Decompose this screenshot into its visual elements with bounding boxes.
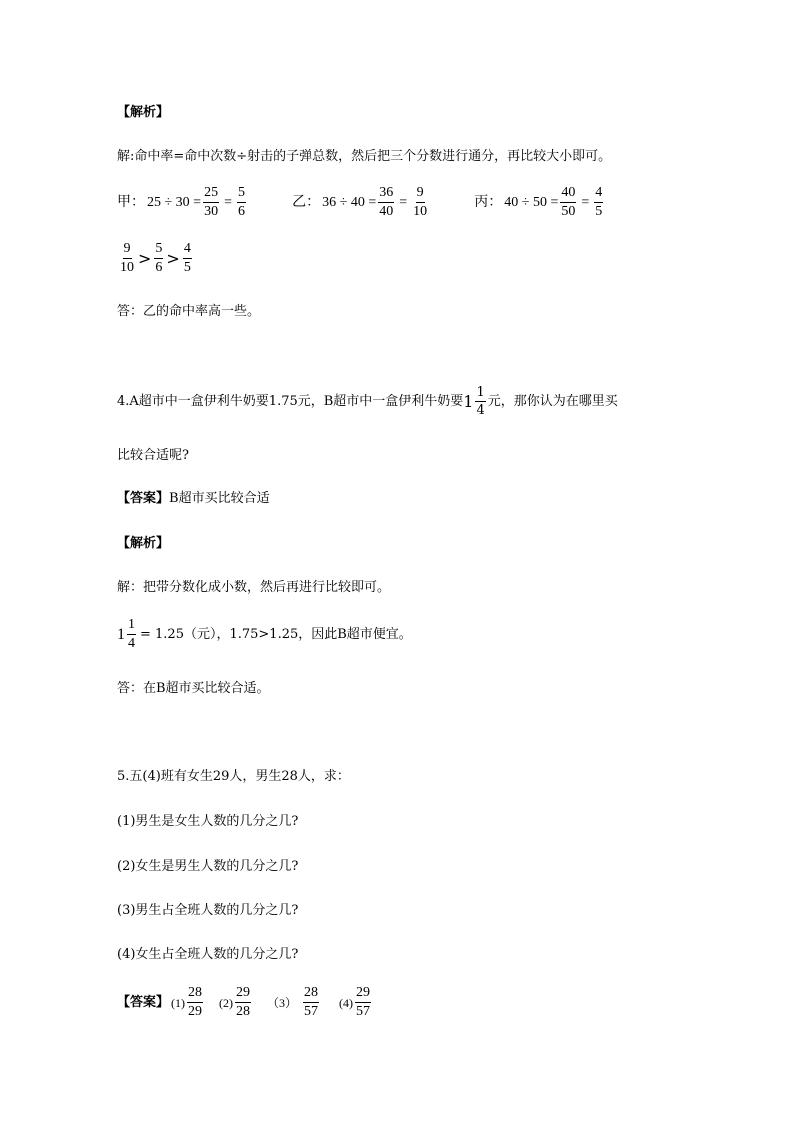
- fraction: [154, 242, 163, 275]
- fraction: [355, 986, 371, 1019]
- denominator: 6: [238, 204, 245, 219]
- denominator: 57: [356, 1004, 371, 1019]
- denominator: 29: [188, 1004, 203, 1019]
- label-yi: 乙：: [292, 194, 321, 210]
- numerator: 29: [355, 986, 371, 1003]
- equals-sign: =: [399, 194, 408, 210]
- q5-sub2: (2)女生是男生人数的几分之几?: [117, 859, 299, 874]
- calc-bing: [474, 186, 605, 219]
- fraction: [183, 242, 192, 275]
- fraction: [187, 986, 203, 1019]
- label-jia: 甲：: [117, 194, 145, 210]
- fraction: [475, 386, 485, 417]
- expr-yi: 36 ÷ 40 =: [322, 194, 377, 210]
- answer-label: (2): [219, 995, 234, 1010]
- q4-final-answer: 答：在B超市买比较合适。: [117, 681, 270, 696]
- q5-sub1: (1)男生是女生人数的几分之几?: [117, 814, 299, 829]
- q4-solution-text: 解：把带分数化成小数，然后再进行比较即可。: [117, 580, 391, 595]
- answer-label: (4): [339, 995, 354, 1010]
- fraction: [378, 186, 394, 219]
- q5-sub4: (4)女生占全班人数的几分之几?: [117, 947, 299, 962]
- denominator: 57: [304, 1004, 319, 1019]
- numerator: 1: [476, 385, 485, 400]
- fraction: [119, 242, 135, 275]
- solution-text: 解:命中率=命中次数÷射击的子弹总数，然后把三个分数进行通分，再比较大小即可。: [117, 149, 612, 164]
- answer-tag: 【答案】: [117, 491, 170, 506]
- calc-row: [117, 186, 605, 219]
- q4-text-after: 元，那你认为在哪里买: [487, 394, 618, 409]
- calc-jia: [117, 186, 248, 219]
- denominator: 10: [120, 260, 134, 275]
- numerator: 40: [560, 186, 576, 203]
- answer-label: （3）: [267, 995, 298, 1010]
- q4-question-line2: 比较合适呢?: [117, 448, 189, 463]
- fraction: [303, 986, 319, 1019]
- fraction: [412, 186, 428, 219]
- equals-sign: =: [581, 194, 590, 210]
- denominator: 40: [379, 204, 394, 219]
- q4-question: [117, 386, 618, 417]
- denominator: 5: [183, 260, 191, 275]
- greater-than-sign: >: [138, 248, 152, 268]
- numerator: 5: [154, 242, 163, 259]
- label-bing: 丙：: [474, 194, 503, 210]
- greater-than-sign: >: [166, 248, 180, 268]
- equals-sign: =: [224, 194, 232, 210]
- q5-sub3: (3)男生占全班人数的几分之几?: [117, 903, 299, 918]
- analysis-heading: 【解析】: [117, 105, 170, 120]
- calc-yi: [292, 186, 430, 219]
- fraction: [560, 186, 576, 219]
- numerator: 25: [203, 186, 219, 203]
- comparison-row: [117, 242, 194, 275]
- mixed-number: [117, 618, 138, 651]
- denominator: 30: [204, 204, 219, 219]
- prev-answer: 答：乙的命中率高一些。: [117, 304, 261, 319]
- numerator: 29: [235, 986, 251, 1003]
- numerator: 36: [378, 186, 394, 203]
- q4-text-before: 4.A超市中一盒伊利牛奶要1.75元，B超市中一盒伊利牛奶要: [117, 394, 464, 409]
- fraction: [127, 618, 136, 651]
- denominator: 5: [595, 204, 603, 219]
- whole-part: 1: [463, 391, 474, 411]
- denominator: 4: [128, 636, 135, 651]
- q4-answer: [117, 492, 270, 505]
- numerator: 1: [127, 618, 136, 635]
- q4-analysis-heading: 【解析】: [117, 536, 170, 551]
- denominator: 4: [476, 403, 485, 418]
- fraction: [237, 186, 246, 219]
- answer-label: (1): [171, 995, 186, 1010]
- expr-jia: 25 ÷ 30 =: [147, 194, 202, 210]
- denominator: 50: [561, 204, 576, 219]
- denominator: 10: [413, 204, 428, 219]
- numerator: 28: [303, 986, 319, 1003]
- whole-part: 1: [117, 625, 125, 643]
- numerator: 28: [187, 986, 203, 1003]
- q5-question: 5.五(4)班有女生29人，男生28人，求：: [117, 769, 350, 784]
- calc-rest: = 1.25（元），1.75>1.25，因此B超市便宜。: [140, 627, 412, 642]
- denominator: 28: [236, 1004, 251, 1019]
- fraction: [203, 186, 219, 219]
- numerator: 9: [416, 186, 425, 203]
- q5-answer: [117, 986, 373, 1019]
- numerator: 9: [123, 242, 132, 259]
- expr-bing: 40 ÷ 50 =: [504, 194, 559, 210]
- answer-text: B超市买比较合适: [169, 491, 270, 506]
- numerator: 4: [183, 242, 192, 259]
- q4-calc: [117, 618, 412, 651]
- fraction: [235, 986, 251, 1019]
- denominator: 6: [155, 260, 163, 275]
- answer-tag: 【答案】: [117, 995, 170, 1010]
- numerator: 5: [237, 186, 246, 203]
- mixed-number: [463, 386, 487, 417]
- numerator: 4: [594, 186, 603, 203]
- fraction: [594, 186, 603, 219]
